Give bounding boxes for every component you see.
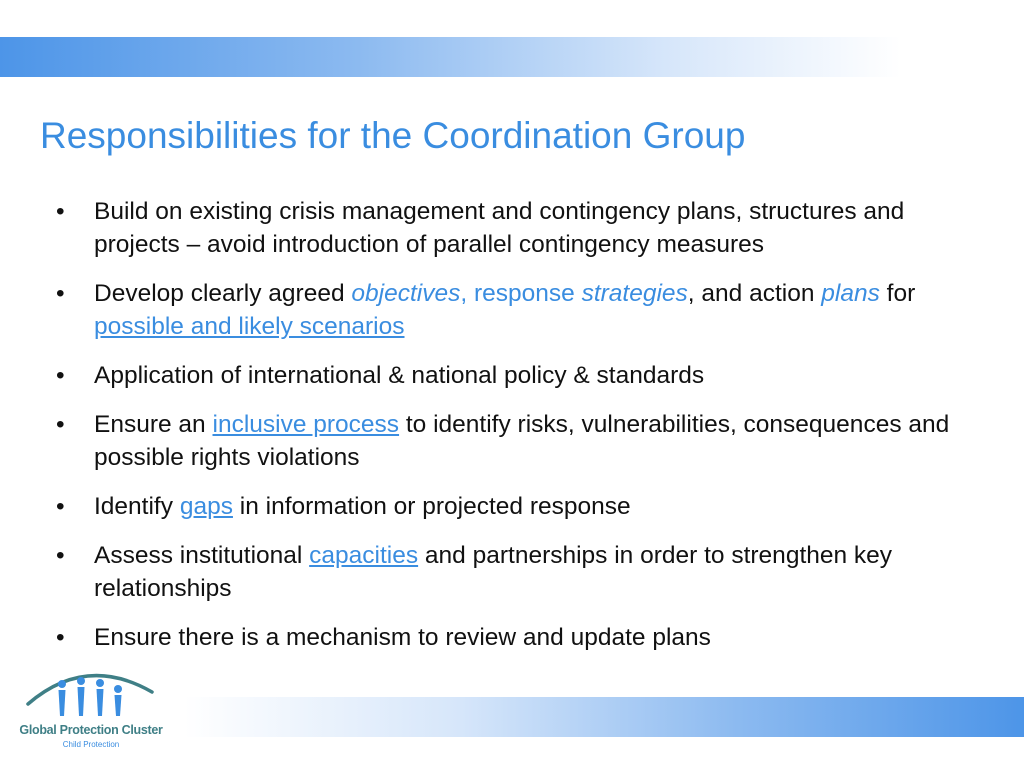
- bullet-marker: •: [56, 198, 65, 225]
- bullet-item-application-policy: [56, 359, 991, 392]
- bullet-text: to identify risks, vulnerabilities, consequences and possible rights violations: [94, 411, 950, 471]
- bullet-text: Application of international & national policy & standards: [94, 362, 705, 389]
- bullet-text: Develop clearly agreed: [94, 280, 352, 307]
- bullet-marker: •: [56, 362, 65, 389]
- emphasis-objectives: objectives: [351, 280, 461, 307]
- logo-subtitle: Child Protection: [62, 740, 120, 749]
- people-arc-logo-icon: [14, 662, 164, 724]
- bullet-item-assess-capacities: [56, 539, 991, 605]
- link-possible-likely-scenarios[interactable]: possible and likely scenarios: [94, 313, 405, 340]
- top-decorative-band: [0, 37, 1024, 77]
- bullet-text: for: [879, 280, 916, 307]
- bullet-text: , and action: [687, 280, 822, 307]
- bullet-text: Assess institutional: [94, 542, 310, 569]
- logo-name: Global Protection Cluster: [19, 723, 163, 737]
- global-protection-cluster-logo: [14, 662, 164, 762]
- bullet-marker: •: [56, 493, 65, 520]
- bullet-text: and partnerships in order to strengthen key relationships: [94, 542, 893, 602]
- bullet-text: Ensure there is a mechanism to review and update plans: [94, 624, 711, 651]
- emphasis-strategies: strategies: [581, 280, 688, 307]
- bullet-text: Ensure an: [94, 411, 213, 438]
- bullet-item-identify-gaps: [56, 490, 991, 523]
- bullet-marker: •: [56, 411, 65, 438]
- bullet-text: Build on existing crisis management and contingency plans, structures and projects – avoid introduction of parallel contingency measures: [94, 198, 905, 258]
- bullet-text: in information or projected response: [232, 493, 631, 520]
- accent-response: , response: [460, 280, 582, 307]
- bullet-item-develop-objectives: [56, 277, 991, 343]
- bullet-list: [56, 195, 991, 670]
- slide-title: Responsibilities for the Coordination Group: [40, 115, 746, 156]
- bullet-item-inclusive-process: [56, 408, 991, 474]
- link-gaps[interactable]: gaps: [179, 493, 233, 520]
- emphasis-plans: plans: [821, 280, 880, 307]
- link-capacities[interactable]: capacities: [309, 542, 419, 569]
- bullet-marker: •: [56, 624, 65, 651]
- link-inclusive-process[interactable]: inclusive process: [212, 411, 400, 438]
- bullet-text: Identify: [94, 493, 180, 520]
- bullet-marker: •: [56, 280, 65, 307]
- bullet-item-review-mechanism: [56, 621, 991, 654]
- bullet-item-build-on-existing: [56, 195, 991, 261]
- bullet-marker: •: [56, 542, 65, 569]
